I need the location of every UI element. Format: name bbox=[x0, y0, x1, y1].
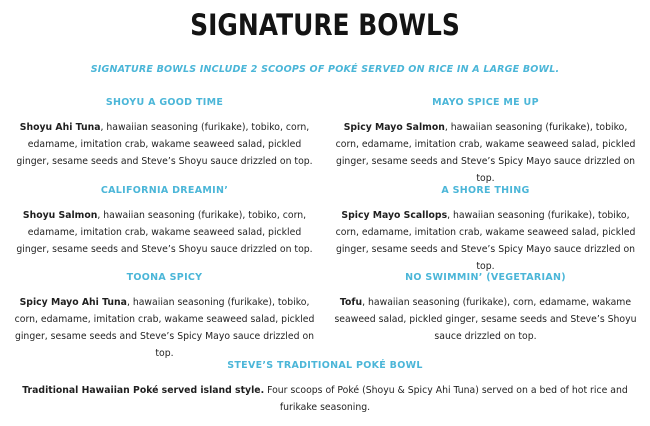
bowl-title: A SHORE THING bbox=[441, 185, 530, 196]
bowl-protein: Spicy Mayo Scallops bbox=[341, 210, 448, 221]
bowl-ingredients: , hawaiian seasoning (furikake), tobiko, corn, edamame, imitation crab, wakame seaweed salad, pickled ginger, sesame seeds and Steve’s Shoyu sauce drizzled on top. bbox=[16, 210, 313, 255]
bowl-description bbox=[12, 119, 317, 170]
bowl-ingredients: , hawaiian seasoning (furikake), corn, edamame, wakame seaweed salad, pickled ginger, sesame seeds and Steve’s Shoyu sauce drizzled on top. bbox=[334, 297, 637, 342]
page-title: SIGNATURE BOWLS bbox=[190, 8, 460, 42]
bowl-description bbox=[12, 207, 317, 258]
bowl-item bbox=[12, 272, 317, 362]
bowl-title: NO SWIMMIN’ (VEGETARIAN) bbox=[405, 272, 566, 283]
bowl-protein: Spicy Mayo Salmon bbox=[343, 122, 445, 133]
bowl-description bbox=[333, 119, 638, 187]
traditional-bowl bbox=[20, 360, 630, 416]
bowl-ingredients: , hawaiian seasoning (furikake), tobiko, corn, edamame, imitation crab, wakame seaweed salad, pickled ginger, sesame seeds and Steve’s Spicy Mayo sauce drizzled on top. bbox=[335, 210, 636, 272]
bowl-title: TOONA SPICY bbox=[126, 272, 203, 283]
traditional-lead: Traditional Hawaiian Poké served island style. bbox=[22, 385, 265, 396]
bowl-ingredients: , hawaiian seasoning (furikake), tobiko, corn, edamame, imitation crab, wakame seaweed salad, pickled ginger, sesame seeds and Steve’s Spicy Mayo sauce drizzled on top. bbox=[335, 122, 636, 184]
bowl-item bbox=[12, 97, 317, 170]
bowl-protein: Tofu bbox=[339, 297, 363, 308]
page-subtitle: SIGNATURE BOWLS INCLUDE 2 SCOOPS OF POKÉ SERVED ON RICE IN A LARGE BOWL. bbox=[90, 64, 560, 75]
bowl-protein: Shoyu Salmon bbox=[22, 210, 98, 221]
bowl-item bbox=[333, 185, 638, 275]
bowl-description bbox=[333, 294, 638, 345]
bowl-protein: Shoyu Ahi Tuna bbox=[19, 122, 101, 133]
bowl-protein: Spicy Mayo Ahi Tuna bbox=[19, 297, 127, 308]
bowl-title: MAYO SPICE ME UP bbox=[432, 97, 539, 108]
bowl-description bbox=[333, 207, 638, 275]
bowl-item bbox=[12, 185, 317, 258]
bowl-title: CALIFORNIA DREAMIN’ bbox=[100, 185, 229, 196]
bowl-title: SHOYU A GOOD TIME bbox=[105, 97, 224, 108]
bowl-ingredients: , hawaiian seasoning (furikake), tobiko, corn, edamame, imitation crab, wakame seaweed salad, pickled ginger, sesame seeds and Steve’s Spicy Mayo sauce drizzled on top. bbox=[14, 297, 315, 359]
traditional-details: Four scoops of Poké (Shoyu & Spicy Ahi Tuna) served on a bed of hot rice and furikake seasoning. bbox=[264, 385, 628, 413]
bowl-ingredients: , hawaiian seasoning (furikake), tobiko, corn, edamame, imitation crab, wakame seaweed salad, pickled ginger, sesame seeds and Steve’s Shoyu sauce drizzled on top. bbox=[16, 122, 313, 167]
bowl-item bbox=[333, 97, 638, 187]
traditional-description bbox=[20, 382, 630, 416]
traditional-title: STEVE’S TRADITIONAL POKÉ BOWL bbox=[227, 360, 423, 371]
bowl-item bbox=[333, 272, 638, 345]
bowl-description bbox=[12, 294, 317, 362]
